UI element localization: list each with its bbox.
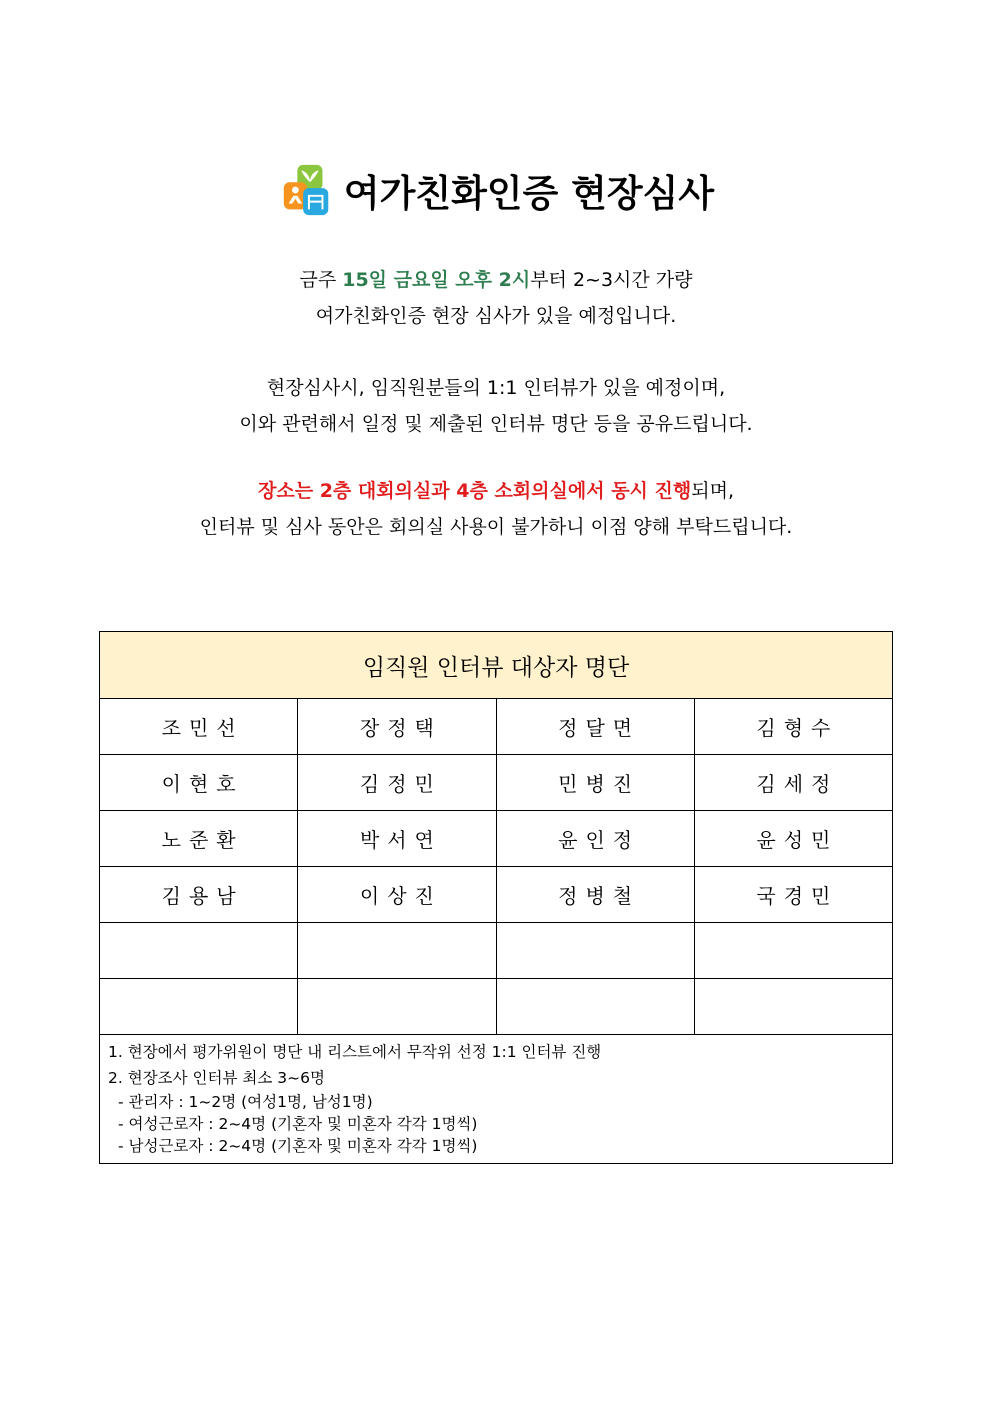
- table-notes: [100, 1035, 893, 1164]
- location-line-2: 인터뷰 및 심사 동안은 회의실 사용이 불가하니 이점 양해 부탁드립니다.: [199, 516, 793, 538]
- name-cell: [694, 811, 892, 867]
- interview-line-2: 이와 관련해서 일정 및 제출된 인터뷰 명단 등을 공유드립니다.: [239, 413, 753, 435]
- name-text: 윤성민: [756, 828, 839, 852]
- schedule-paragraph: [0, 262, 992, 334]
- title-row: [0, 158, 992, 222]
- location-line-1: [0, 473, 992, 509]
- sub-note-item: - 남성근로자 : 2~4명 (기혼자 및 미혼자 각각 1명씩): [118, 1137, 478, 1155]
- name-cell-empty: [100, 979, 298, 1035]
- name-text: 민병진: [558, 772, 641, 796]
- table-row: [100, 867, 893, 923]
- location-text-post: 되며,: [691, 480, 734, 502]
- name-text: 조민선: [161, 716, 244, 740]
- name-cell: [298, 867, 496, 923]
- name-cell: [100, 867, 298, 923]
- name-cell: [694, 867, 892, 923]
- schedule-line-1: [0, 262, 992, 298]
- schedule-highlight: 15일 금요일 오후 2시: [342, 269, 531, 291]
- name-cell-empty: [298, 923, 496, 979]
- note-item: 1. 현장에서 평가위원이 명단 내 리스트에서 무작위 선정 1:1 인터뷰 진행: [108, 1043, 602, 1061]
- name-cell-empty: [496, 923, 694, 979]
- name-cell: [496, 811, 694, 867]
- name-cell-empty: [298, 979, 496, 1035]
- name-cell: [100, 699, 298, 755]
- name-text: 김정민: [359, 772, 442, 796]
- table-row-empty: [100, 979, 893, 1035]
- name-text: 김용남: [161, 884, 244, 908]
- name-cell: [298, 699, 496, 755]
- name-cell: [298, 811, 496, 867]
- name-cell: [496, 867, 694, 923]
- name-text: 노준환: [161, 828, 244, 852]
- table-row: [100, 811, 893, 867]
- table-header: 임직원 인터뷰 대상자 명단: [100, 632, 893, 699]
- note-item: 2. 현장조사 인터뷰 최소 3~6명: [108, 1069, 325, 1087]
- name-text: 이상진: [359, 884, 442, 908]
- location-paragraph: [0, 473, 992, 545]
- name-text: 김세정: [756, 772, 839, 796]
- location-highlight: 장소는 2층 대회의실과 4층 소회의실에서 동시 진행: [258, 480, 692, 502]
- interview-paragraph: [0, 370, 992, 442]
- table-row: [100, 699, 893, 755]
- name-cell-empty: [100, 923, 298, 979]
- name-text: 국경민: [756, 884, 839, 908]
- name-cell: [694, 699, 892, 755]
- schedule-text-post: 부터 2~3시간 가량: [530, 269, 693, 291]
- name-text: 김형수: [756, 716, 839, 740]
- name-cell: [100, 811, 298, 867]
- name-text: 박서연: [359, 828, 442, 852]
- sub-note-item: - 여성근로자 : 2~4명 (기혼자 및 미혼자 각각 1명씩): [118, 1115, 478, 1133]
- name-text: 이현호: [161, 772, 244, 796]
- name-text: 장정택: [359, 716, 442, 740]
- name-cell: [298, 755, 496, 811]
- name-cell-empty: [694, 923, 892, 979]
- name-text: 윤인정: [558, 828, 641, 852]
- table-row-empty: [100, 923, 893, 979]
- name-text: 정달면: [558, 716, 641, 740]
- name-cell: [694, 755, 892, 811]
- sub-note-item: - 관리자 : 1~2명 (여성1명, 남성1명): [118, 1093, 373, 1111]
- name-cell: [496, 755, 694, 811]
- schedule-line-2: 여가친화인증 현장 심사가 있을 예정입니다.: [315, 305, 677, 327]
- name-cell: [100, 755, 298, 811]
- certification-logo-icon: [278, 161, 336, 219]
- interview-roster-table: [99, 631, 893, 1164]
- interview-line-1: 현장심사시, 임직원분들의 1:1 인터뷰가 있을 예정이며,: [266, 377, 726, 399]
- page-title: 여가친화인증 현장심사: [343, 172, 715, 215]
- schedule-text-pre: 금주: [299, 269, 343, 291]
- name-cell-empty: [496, 979, 694, 1035]
- name-cell: [496, 699, 694, 755]
- table-row: [100, 755, 893, 811]
- name-cell-empty: [694, 979, 892, 1035]
- name-text: 정병철: [558, 884, 641, 908]
